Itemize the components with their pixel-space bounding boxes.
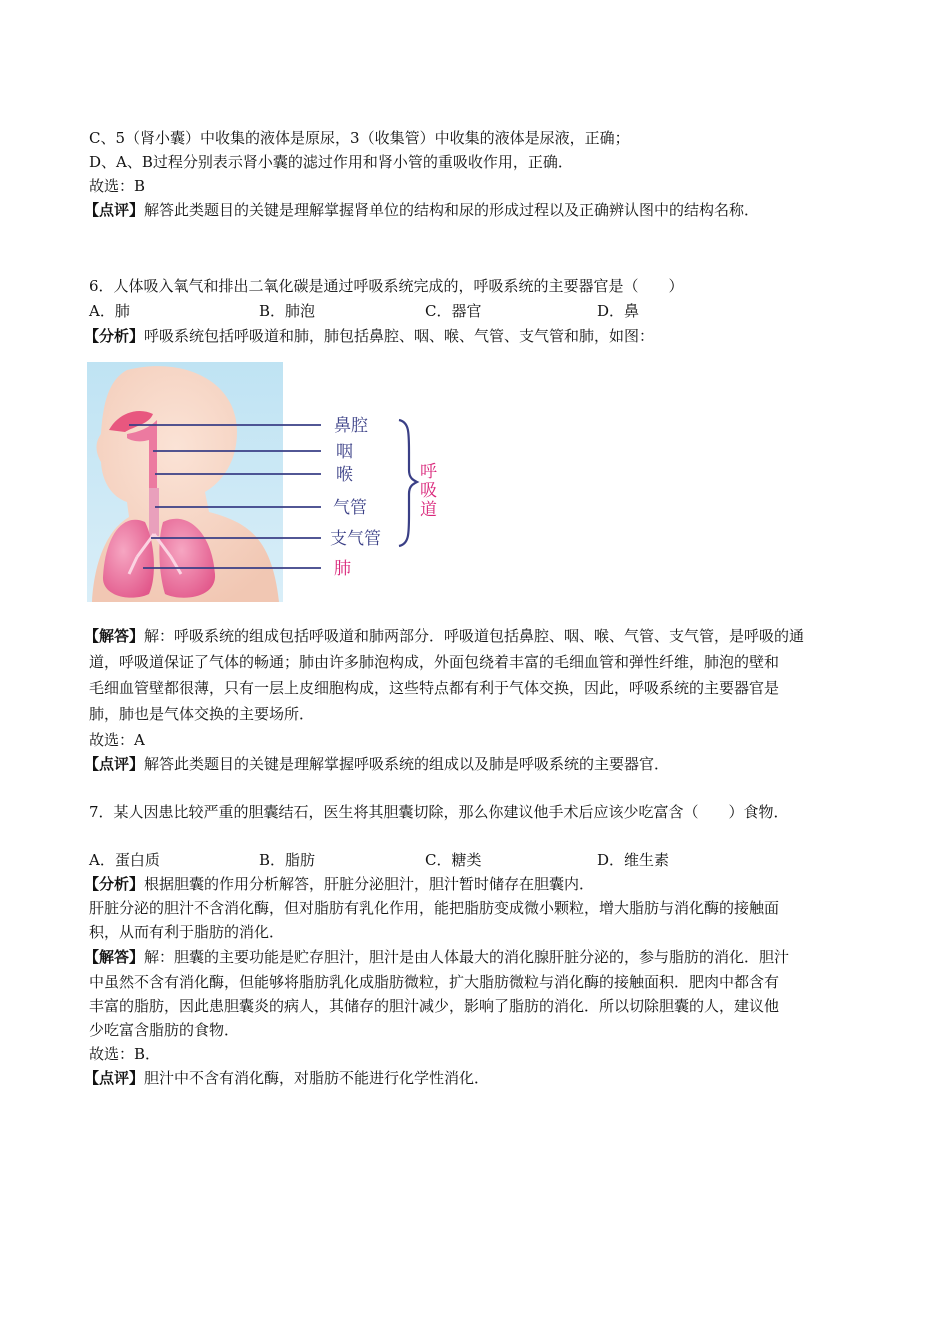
question-6-solution-line-3: 毛细血管壁都很薄，只有一层上皮细胞构成，这些特点都有利于气体交换，因此，呼吸系统的主要器官是: [89, 679, 780, 697]
solution-tag: 【解答】: [84, 948, 145, 966]
question-7-solution-line-2: 中虽然不含有消化酶，但能够将脂肪乳化成脂肪微粒，扩大脂肪微粒与消化酶的接触面积．肥肉中都含有: [89, 973, 780, 991]
question-6: 6．人体吸入氧气和排出二氧化碳是通过呼吸系统完成的，呼吸系统的主要器官是（ ）: [89, 277, 684, 295]
prev-answer: 故选：B: [89, 177, 146, 195]
comment-tag: 【点评】: [84, 755, 145, 773]
comment-tag: 【点评】: [84, 1069, 145, 1087]
comment-tag: 【点评】: [84, 201, 145, 219]
label-nasal-cavity: 鼻腔: [334, 416, 368, 436]
question-7-answer: 故选：B．: [89, 1045, 161, 1063]
option-b: B．脂肪: [259, 851, 316, 869]
analysis-tag: 【分析】: [84, 875, 145, 893]
analysis-tag: 【分析】: [84, 327, 145, 345]
label-lung: 肺: [334, 559, 351, 579]
option-c: C．糖类: [425, 851, 482, 869]
label-respiratory-tract: 呼吸道: [416, 462, 436, 519]
comment-text: 解答此类题目的关键是理解掌握呼吸系统的组成以及肺是呼吸系统的主要器官．: [144, 755, 670, 773]
bracket-shape: [399, 420, 417, 546]
question-7-options: [89, 850, 789, 870]
question-7-solution-line-4: 少吃富含脂肪的食物．: [89, 1021, 240, 1039]
prev-option-d-explanation: D、A、B过程分别表示肾小囊的滤过作用和肾小管的重吸收作用，正确．: [89, 153, 573, 171]
question-7-comment: [84, 1068, 489, 1088]
option-b: B．肺泡: [259, 302, 316, 320]
solution-text: 解：呼吸系统的组成包括呼吸道和肺两部分．呼吸道包括鼻腔、咽、喉、气管、支气管，是呼吸的通: [144, 627, 805, 645]
solution-text: 解：胆囊的主要功能是贮存胆汁，胆汁是由人体最大的消化腺肝脏分泌的，参与脂肪的消化．胆汁: [144, 948, 790, 966]
option-d: D．维生素: [597, 851, 670, 869]
prev-comment: [84, 200, 759, 220]
solution-tag: 【解答】: [84, 627, 145, 645]
question-6-solution-line-2: 道，呼吸道保证了气体的畅通；肺由许多肺泡构成，外面包绕着丰富的毛细血管和弹性纤维，肺泡的壁和: [89, 653, 780, 671]
analysis-text: 根据胆囊的作用分析解答，肝脏分泌胆汁，胆汁暂时储存在胆囊内．: [144, 875, 595, 893]
question-7-solution-line-1: [84, 947, 789, 967]
comment-text: 解答此类题目的关键是理解掌握肾单位的结构和尿的形成过程以及正确辨认图中的结构名称．: [144, 201, 760, 219]
question-6-solution-line-1: [84, 626, 804, 646]
option-d: D．鼻: [597, 302, 640, 320]
question-6-analysis: [84, 326, 654, 346]
comment-text: 胆汁中不含有消化酶，对脂肪不能进行化学性消化．: [144, 1069, 490, 1087]
respiratory-diagram: [87, 362, 447, 602]
question-7-solution-line-3: 丰富的脂肪，因此患胆囊炎的病人，其储存的胆汁减少，影响了脂肪的消化．所以切除胆囊的人，建议他: [89, 997, 780, 1015]
prev-option-c-explanation: C、5（肾小囊）中收集的液体是原尿，3（收集管）中收集的液体是尿液，正确；: [89, 129, 630, 147]
option-a: A．蛋白质: [89, 851, 160, 869]
question-6-answer: 故选：A: [89, 731, 145, 749]
analysis-text: 呼吸系统包括呼吸道和肺，肺包括鼻腔、咽、喉、气管、支气管和肺，如图：: [144, 327, 655, 345]
label-trachea: 气管: [333, 498, 367, 518]
option-a: A．肺: [89, 302, 130, 320]
label-bronchus: 支气管: [330, 529, 381, 549]
question-7: 7．某人因患比较严重的胆囊结石，医生将其胆囊切除，那么你建议他手术后应该少吃富含（ ）食物．: [89, 803, 789, 821]
question-7-analysis: [84, 874, 594, 894]
question-6-solution-line-4: 肺，肺也是气体交换的主要场所．: [89, 705, 315, 723]
label-larynx: 喉: [336, 465, 353, 485]
respiratory-system-figure: [87, 362, 447, 602]
question-7-analysis-line-2: 肝脏分泌的胆汁不含消化酶，但对脂肪有乳化作用，能把脂肪变成微小颗粒，增大脂肪与消化酶的接触面: [89, 899, 780, 917]
option-c: C．器官: [425, 302, 482, 320]
label-pharynx: 咽: [336, 442, 353, 462]
question-6-options: [89, 301, 789, 321]
question-7-analysis-line-3: 积，从而有利于脂肪的消化．: [89, 923, 285, 941]
trachea-shape: [149, 488, 159, 536]
question-6-comment: [84, 754, 669, 774]
